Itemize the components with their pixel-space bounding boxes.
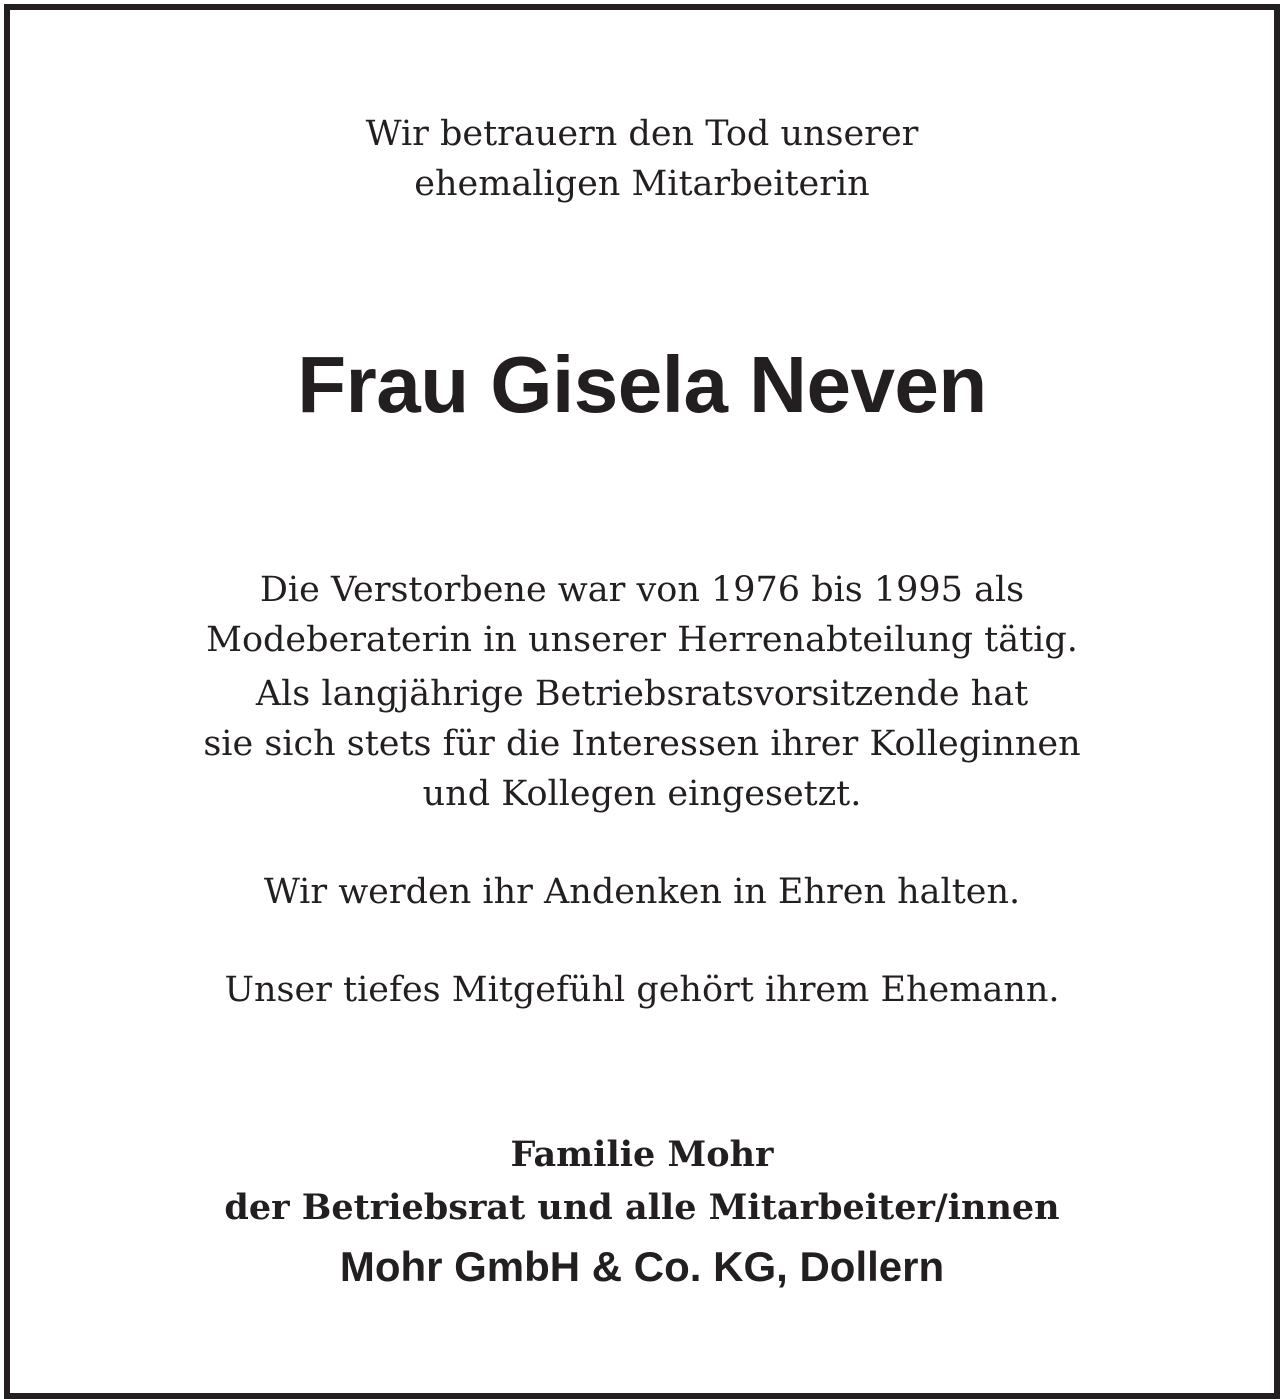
works-council-line-3: und Kollegen eingesetzt. bbox=[422, 774, 862, 814]
intro-line-2: ehemaligen Mitarbeiterin bbox=[414, 164, 870, 204]
notice-body bbox=[10, 565, 1274, 1015]
career-line-1: Die Verstorbene war von 1976 bis 1995 als bbox=[259, 570, 1025, 610]
career-line-2: Modeberaterin in unserer Herrenabteilung tätig. bbox=[206, 620, 1078, 660]
signature-staff: der Betriebsrat und alle Mitarbeiter/innen bbox=[224, 1187, 1060, 1228]
signature-company: Mohr GmbH & Co. KG, Dollern bbox=[339, 1243, 945, 1290]
obituary-notice bbox=[4, 4, 1280, 1399]
works-council-line-1: Als langjährige Betriebsratsvorsitzende hat bbox=[255, 674, 1029, 714]
works-council-line-2: sie sich stets für die Interessen ihrer Kolleginnen bbox=[203, 724, 1081, 764]
career-paragraph bbox=[10, 565, 1274, 665]
spacer bbox=[10, 917, 1274, 965]
deceased-name: Frau Gisela Neven bbox=[297, 340, 987, 429]
works-council-paragraph bbox=[10, 669, 1274, 819]
intro-text bbox=[10, 109, 1274, 209]
remembrance-line: Wir werden ihr Andenken in Ehren halten. bbox=[263, 872, 1021, 912]
spacer bbox=[10, 819, 1274, 867]
signature-block bbox=[10, 1128, 1274, 1298]
condolence-line: Unser tiefes Mitgefühl gehört ihrem Ehemann. bbox=[224, 970, 1060, 1010]
intro-line-1: Wir betrauern den Tod unserer bbox=[365, 114, 919, 154]
signature-family: Familie Mohr bbox=[510, 1134, 774, 1175]
